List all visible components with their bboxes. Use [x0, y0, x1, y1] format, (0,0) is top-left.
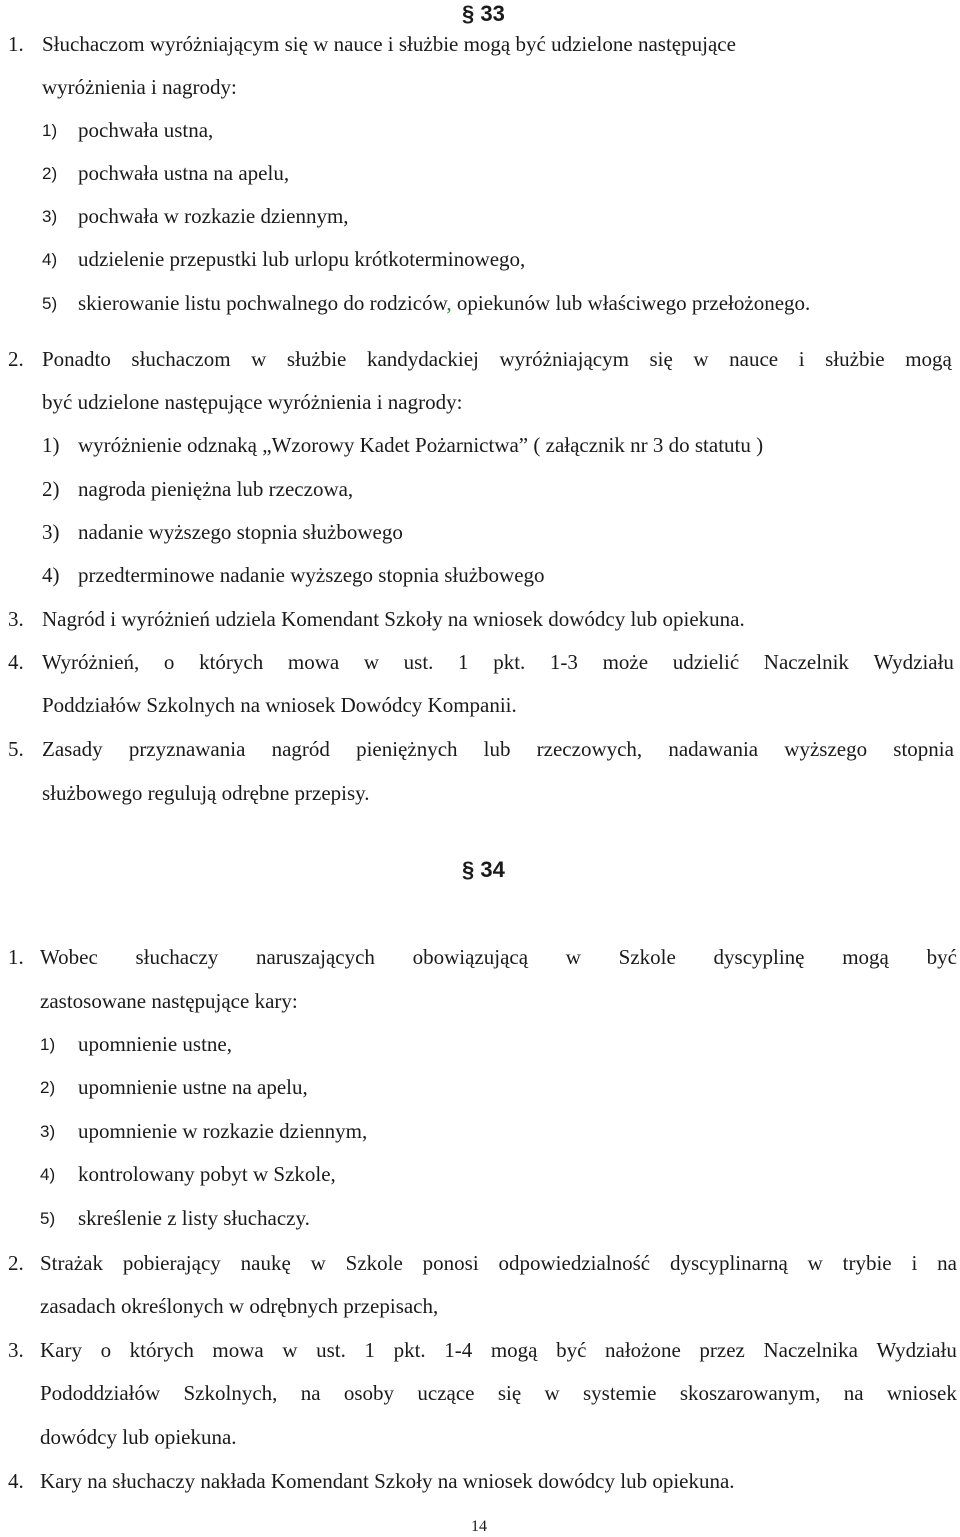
word: Ponadto	[42, 347, 111, 371]
word: i	[911, 1251, 918, 1275]
word: pieniężnych	[356, 737, 458, 761]
list-item-number: 4)	[42, 563, 60, 587]
justified-line	[42, 650, 954, 674]
para-text: Nagród i wyróżnień udziela Komendant Szkoły na wniosek dowódcy lub opiekuna.	[42, 607, 745, 631]
word: słuchaczy	[135, 945, 219, 969]
justified-line	[40, 1251, 957, 1275]
list-item-number: 4)	[40, 1165, 56, 1184]
list-item-number: 2)	[40, 1078, 56, 1097]
list-item	[78, 291, 810, 315]
list-item-number: 1)	[42, 121, 58, 140]
word: skoszarowanym,	[679, 1381, 821, 1405]
list-item-number: 3)	[40, 1122, 56, 1141]
word: o	[163, 650, 175, 674]
list-item-number: 5)	[40, 1209, 56, 1228]
word: systemie	[582, 1381, 657, 1405]
para-number: 5.	[8, 737, 24, 761]
word: których	[199, 650, 264, 674]
para-number: 2.	[8, 1251, 24, 1275]
word: mowa	[212, 1338, 264, 1362]
list-item-text: skierowanie listu pochwalnego do rodziców	[78, 291, 447, 315]
word: rzeczowych,	[536, 737, 643, 761]
list-item-number: 1)	[42, 433, 60, 457]
justified-line	[40, 1381, 957, 1405]
word: trybie	[842, 1251, 892, 1275]
word: 1-4	[444, 1338, 473, 1362]
word: służbie	[286, 347, 347, 371]
word: być	[926, 945, 957, 969]
list-item: upomnienie ustne na apelu,	[78, 1075, 308, 1099]
word: 1	[458, 650, 469, 674]
justified-line	[40, 1338, 957, 1362]
word: się	[497, 1381, 522, 1405]
para-number: 2.	[8, 347, 24, 371]
list-item-number: 3)	[42, 207, 58, 226]
word: może	[602, 650, 649, 674]
word: w	[693, 347, 709, 371]
list-item: przedterminowe nadanie wyższego stopnia służbowego	[78, 563, 545, 587]
list-item-number: 3)	[42, 520, 60, 544]
word: i	[798, 347, 805, 371]
word: ust.	[403, 650, 434, 674]
word: 1-3	[549, 650, 578, 674]
word: dyscyplinarną	[669, 1251, 788, 1275]
para-number: 4.	[8, 1469, 24, 1493]
word: osoby	[343, 1381, 395, 1405]
word: kandydackiej	[366, 347, 479, 371]
list-item: udzielenie przepustki lub urlopu krótkoterminowego,	[78, 247, 526, 271]
word: na	[843, 1381, 864, 1405]
list-item: pochwała ustna,	[78, 118, 214, 142]
word: lub	[483, 737, 511, 761]
word: naukę	[240, 1251, 291, 1275]
word: na	[937, 1251, 957, 1275]
word: się	[649, 347, 673, 371]
list-item-number: 5)	[42, 294, 58, 313]
list-item-number: 2)	[42, 477, 60, 501]
word: nagród	[271, 737, 330, 761]
word: pkt.	[493, 650, 526, 674]
para-text: wyróżnienia i nagrody:	[42, 75, 237, 99]
para-text: zasadach określonych w odrębnych przepisach,	[40, 1294, 439, 1318]
word: wyższego	[784, 737, 868, 761]
word: ponosi	[422, 1251, 479, 1275]
word: przez	[699, 1338, 745, 1362]
para-text: Słuchaczom wyróżniającym się w nauce i służbie mogą być udzielone następujące	[42, 32, 736, 56]
para-text: Poddziałów Szkolnych na wniosek Dowódcy Kompanii.	[42, 693, 517, 717]
word: obowiązującą	[412, 945, 529, 969]
word: Kary	[40, 1338, 82, 1362]
justified-line	[42, 737, 954, 761]
word: wniosek	[886, 1381, 957, 1405]
word: Szkole	[618, 945, 676, 969]
word: mogą	[905, 347, 952, 371]
word: w	[251, 347, 267, 371]
word: Szkolnych,	[183, 1381, 278, 1405]
word: Wydziału	[873, 650, 954, 674]
list-item: upomnienie w rozkazie dziennym,	[78, 1119, 368, 1143]
word: odpowiedzialność	[498, 1251, 651, 1275]
word: słuchaczom	[131, 347, 231, 371]
section-34-heading: § 34	[462, 857, 505, 882]
word: udzielić	[672, 650, 740, 674]
justified-line	[40, 945, 957, 969]
para-text: dowódcy lub opiekuna.	[40, 1425, 237, 1449]
list-item: upomnienie ustne,	[78, 1032, 232, 1056]
para-number: 4.	[8, 650, 24, 674]
word: w	[363, 650, 379, 674]
word: w	[807, 1251, 823, 1275]
list-item: pochwała w rozkazie dziennym,	[78, 204, 349, 228]
word: przyznawania	[128, 737, 246, 761]
list-item-text: opiekunów lub właściwego przełożonego.	[451, 291, 811, 315]
word: ust.	[316, 1338, 346, 1362]
para-number: 1.	[8, 945, 24, 969]
word: nałożone	[605, 1338, 681, 1362]
word: Strażak	[40, 1251, 103, 1275]
word: nadawania	[668, 737, 759, 761]
word: wyróżniającym	[499, 347, 629, 371]
para-text: zastosowane następujące kary:	[40, 989, 298, 1013]
word: pkt.	[393, 1338, 426, 1362]
word: w	[282, 1338, 298, 1362]
page-number: 14	[471, 1518, 487, 1535]
word: Naczelnik	[763, 650, 849, 674]
word: o	[100, 1338, 112, 1362]
list-item-number: 1)	[40, 1035, 56, 1054]
para-text: służbowego regulują odrębne przepisy.	[42, 781, 370, 805]
list-item: nadanie wyższego stopnia służbowego	[78, 520, 403, 544]
list-item: kontrolowany pobyt w Szkole,	[78, 1162, 336, 1186]
word: uczące	[417, 1381, 475, 1405]
justified-line	[42, 347, 952, 371]
para-number: 3.	[8, 1338, 24, 1362]
word: mogą	[842, 945, 889, 969]
word: mowa	[287, 650, 340, 674]
word: Szkole	[345, 1251, 403, 1275]
word: być	[556, 1338, 587, 1362]
list-item: pochwała ustna na apelu,	[78, 161, 290, 185]
list-item: nagroda pieniężna lub rzeczowa,	[78, 477, 354, 501]
word: w	[565, 945, 581, 969]
para-number: 3.	[8, 607, 24, 631]
word: stopnia	[893, 737, 954, 761]
list-item-number: 2)	[42, 164, 58, 183]
word: pobierający	[122, 1251, 221, 1275]
word: w	[544, 1381, 560, 1405]
word: Naczelnika	[763, 1338, 858, 1362]
list-item-number: 4)	[42, 250, 58, 269]
word: nauce	[729, 347, 779, 371]
para-number: 1.	[8, 32, 24, 56]
word: których	[129, 1338, 194, 1362]
word: naruszających	[255, 945, 375, 969]
green-comma: ,	[446, 291, 452, 315]
word: Pododdziałów	[40, 1381, 161, 1405]
word: 1	[364, 1338, 375, 1362]
word: dyscyplinę	[713, 945, 805, 969]
word: Wyróżnień,	[42, 650, 140, 674]
word: Wobec	[40, 945, 98, 969]
word: Zasady	[42, 737, 103, 761]
word: Wydziału	[876, 1338, 957, 1362]
word: w	[310, 1251, 326, 1275]
list-item: skreślenie z listy słuchaczy.	[78, 1206, 310, 1230]
word: mogą	[490, 1338, 538, 1362]
para-text: Kary na słuchaczy nakłada Komendant Szkoły na wniosek dowódcy lub opiekuna.	[40, 1469, 735, 1493]
list-item: wyróżnienie odznaką „Wzorowy Kadet Pożarnictwa” ( załącznik nr 3 do statutu )	[78, 433, 764, 457]
section-33-heading: § 33	[462, 1, 505, 26]
word: służbie	[825, 347, 885, 371]
word: na	[300, 1381, 321, 1405]
para-text: być udzielone następujące wyróżnienia i nagrody:	[42, 390, 463, 414]
